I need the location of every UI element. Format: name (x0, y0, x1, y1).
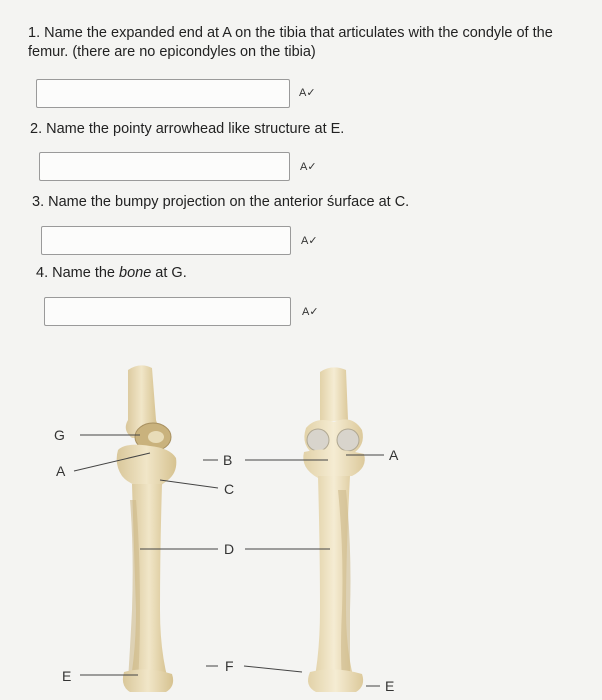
spellcheck-icon[interactable]: A✓ (300, 161, 317, 173)
right-bone-view (303, 367, 365, 692)
label-f: F (225, 658, 234, 674)
question-4-text-em: bone (119, 265, 152, 281)
question-4-text-pre: 4. Name the (36, 265, 120, 281)
patella-highlight (148, 431, 164, 443)
label-a-right: A (389, 447, 399, 463)
question-4-text-post: at G. (151, 265, 187, 281)
tibia-proximal-right (303, 449, 365, 478)
answer-input-1[interactable] (37, 80, 289, 107)
label-g: G (54, 427, 65, 443)
label-d: D (224, 541, 235, 557)
question-1 (28, 24, 588, 62)
answer-input-2[interactable] (40, 153, 289, 180)
spellcheck-icon[interactable]: A✓ (302, 306, 319, 318)
label-a-left: A (56, 463, 66, 479)
question-2: 2. Name the pointy arrowhead like structure at E. (30, 121, 345, 137)
label-c: C (224, 481, 235, 497)
leader-c (160, 480, 218, 488)
question-4 (36, 264, 187, 283)
question-1-line-1: 1. Name the expanded end at A on the tibia that articulates with the condyle of the (28, 25, 553, 41)
answer-field-2[interactable] (39, 152, 290, 181)
spellcheck-icon[interactable]: A✓ (301, 235, 318, 247)
label-e-left: E (62, 668, 72, 684)
spellcheck-icon[interactable]: A✓ (299, 87, 316, 99)
answer-field-3[interactable] (41, 226, 291, 255)
label-e-right: E (385, 678, 395, 694)
answer-field-1[interactable] (36, 79, 290, 108)
lateral-condyle (307, 429, 329, 451)
question-3: 3. Name the bumpy projection on the anterior śurface at C. (32, 194, 410, 210)
answer-field-4[interactable] (44, 297, 291, 326)
left-bone-view (117, 365, 177, 692)
leader-f-right (244, 666, 302, 672)
question-1-line-2: femur. (there are no epicondyles on the tibia) (28, 44, 316, 60)
answer-input-4[interactable] (45, 298, 290, 325)
medial-condyle (337, 429, 359, 451)
answer-input-3[interactable] (42, 227, 290, 254)
tibia-fibula-diagram (0, 350, 602, 700)
femur-right (320, 367, 348, 422)
tibia-distal-left (123, 669, 173, 692)
label-b: B (223, 452, 233, 468)
tibia-distal-right (308, 669, 363, 692)
